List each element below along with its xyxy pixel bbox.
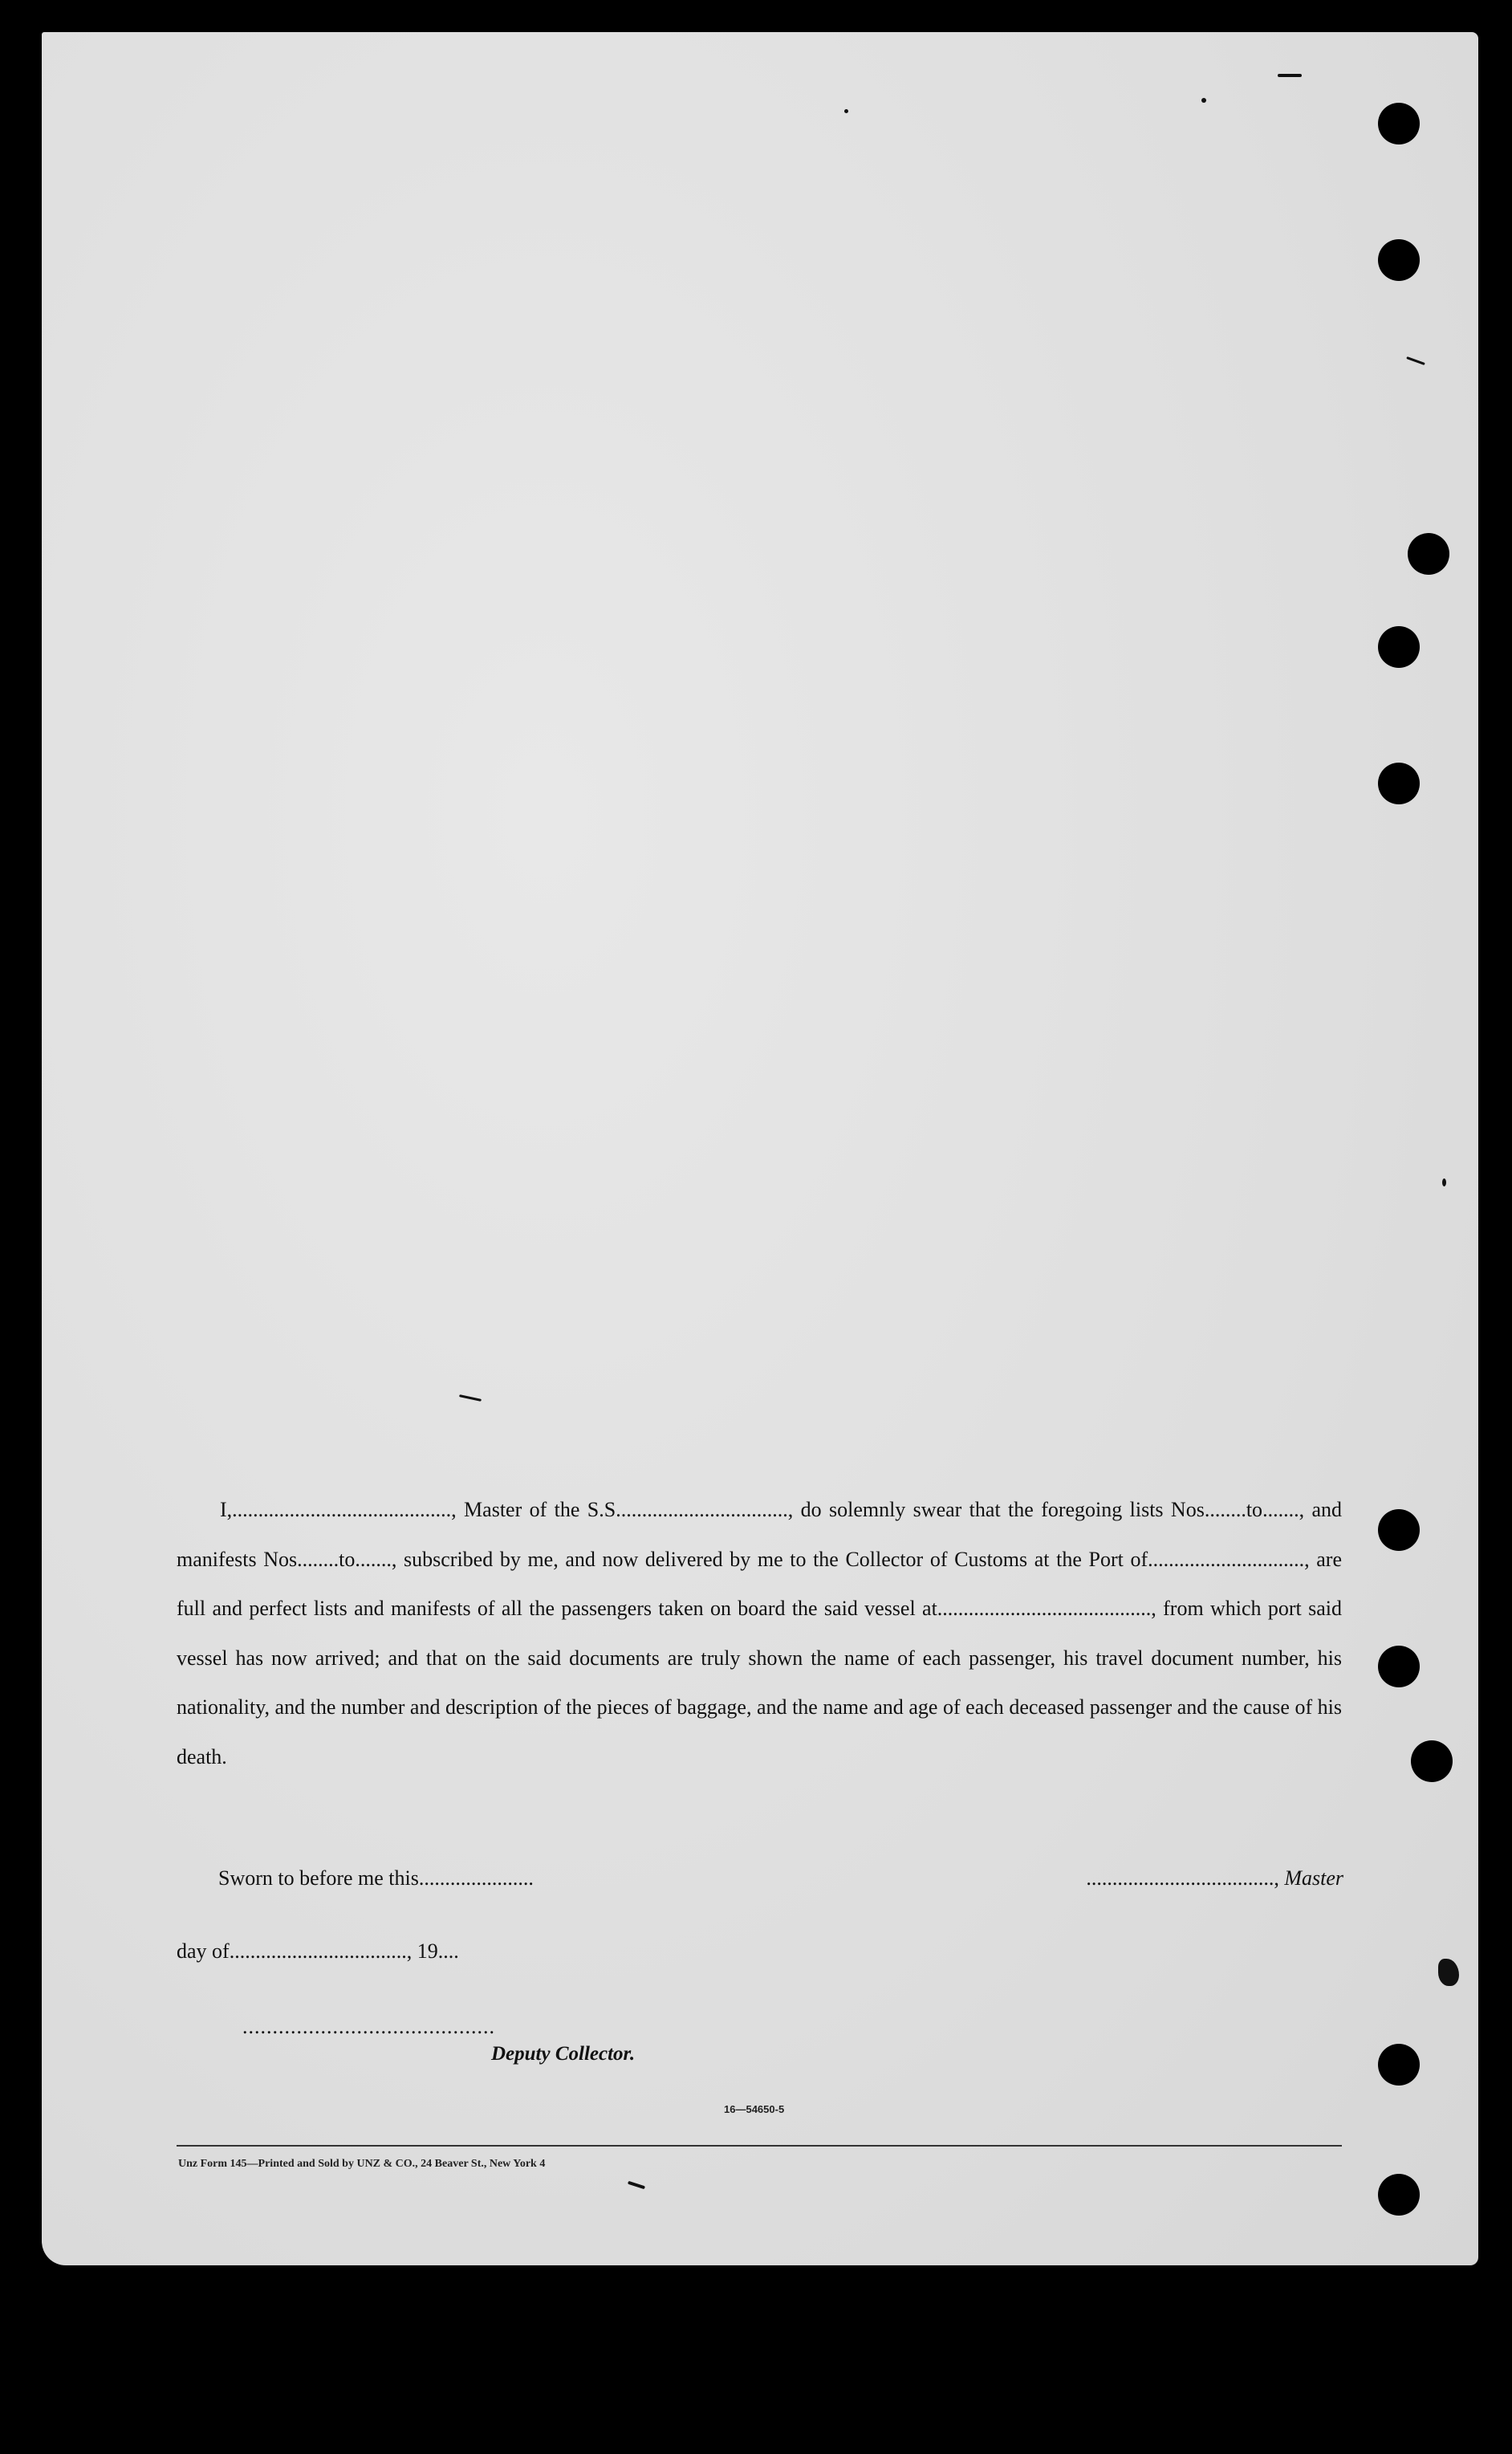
- punch-hole-icon: [1378, 2174, 1420, 2216]
- master-oath-paragraph: [177, 1485, 1342, 1781]
- oath-intro: I,: [220, 1498, 233, 1521]
- punch-hole-icon: [1378, 2044, 1420, 2086]
- form-code: 16—54650-5: [724, 2103, 785, 2115]
- footer-rule: [177, 2145, 1342, 2147]
- oath-blank-origin-port: .........................................,: [937, 1597, 1156, 1620]
- oath-blank-ship-name: ................................,: [620, 1498, 794, 1521]
- punch-hole-icon: [1378, 763, 1420, 804]
- year-field: 19....: [417, 1939, 459, 1963]
- oath-blank-master-name: ..........................................,: [232, 1498, 457, 1521]
- oath-blank-manifests-from: ........: [297, 1547, 339, 1571]
- punch-hole-icon: [1378, 626, 1420, 668]
- punch-hole-icon: [1378, 103, 1420, 144]
- speck-mark: [459, 1394, 482, 1402]
- oath-to-2: to: [339, 1547, 356, 1571]
- master-label: Master: [1284, 1866, 1343, 1890]
- oath-blank-lists-from: ........: [1204, 1498, 1246, 1521]
- speck-mark: [628, 2181, 645, 2190]
- sworn-blank: ......................: [418, 1866, 534, 1890]
- oath-master-of-ss: Master of the S.S.: [456, 1498, 621, 1521]
- oath-blank-lists-to: .......,: [1262, 1498, 1305, 1521]
- speck-mark: [1442, 1178, 1446, 1186]
- day-of-line: [177, 1939, 459, 1964]
- speck-mark: [1278, 74, 1302, 77]
- speck-mark: [1438, 1959, 1459, 1986]
- printer-credit: Unz Form 145—Printed and Sold by UNZ & CO., 24 Beaver St., New York 4: [178, 2158, 546, 2170]
- oath-full-perfect: are full and perfect lists and manifests of all the passengers taken on board the said vessel at: [177, 1547, 1342, 1620]
- punch-hole-icon: [1408, 533, 1449, 575]
- oath-blank-manifests-to: .......,: [355, 1547, 397, 1571]
- oath-blank-port: ..............................,: [1148, 1547, 1310, 1571]
- speck-mark: [844, 109, 848, 113]
- oath-to-1: to: [1246, 1498, 1263, 1521]
- oath-subscribed: subscribed by me, and now delivered by me to the Collector of Customs at the Port of: [396, 1547, 1148, 1571]
- oath-solemnly: do solemnly swear that the foregoing lists Nos: [793, 1498, 1205, 1521]
- punch-hole-icon: [1411, 1740, 1453, 1782]
- oath-rest: from which port said vessel has now arrived; and that on the said documents are truly shown the name of each passenger, his travel document number, his nationality, and the number and description of the pieces of baggage, and the name and age of each deceased passenger and the cause of his death.: [177, 1597, 1342, 1768]
- deputy-collector-label: Deputy Collector.: [491, 2043, 636, 2065]
- deputy-signature-blank: ..........................................: [242, 2015, 495, 2038]
- day-of-label: day of: [177, 1939, 230, 1963]
- sworn-label: Sworn to before me this: [218, 1866, 419, 1890]
- punch-hole-icon: [1378, 1646, 1420, 1687]
- speck-mark: [1406, 356, 1425, 365]
- document-page: [42, 32, 1478, 2265]
- day-of-blank: ..................................,: [229, 1939, 413, 1963]
- speck-mark: [1201, 98, 1206, 103]
- master-signature-line: [880, 1866, 1343, 1890]
- master-signature-blank: ....................................,: [1086, 1866, 1279, 1890]
- punch-hole-icon: [1378, 1509, 1420, 1551]
- punch-hole-icon: [1378, 239, 1420, 281]
- oath-and-manifests: and manifests Nos: [177, 1498, 1342, 1571]
- sworn-line: [218, 1866, 534, 1890]
